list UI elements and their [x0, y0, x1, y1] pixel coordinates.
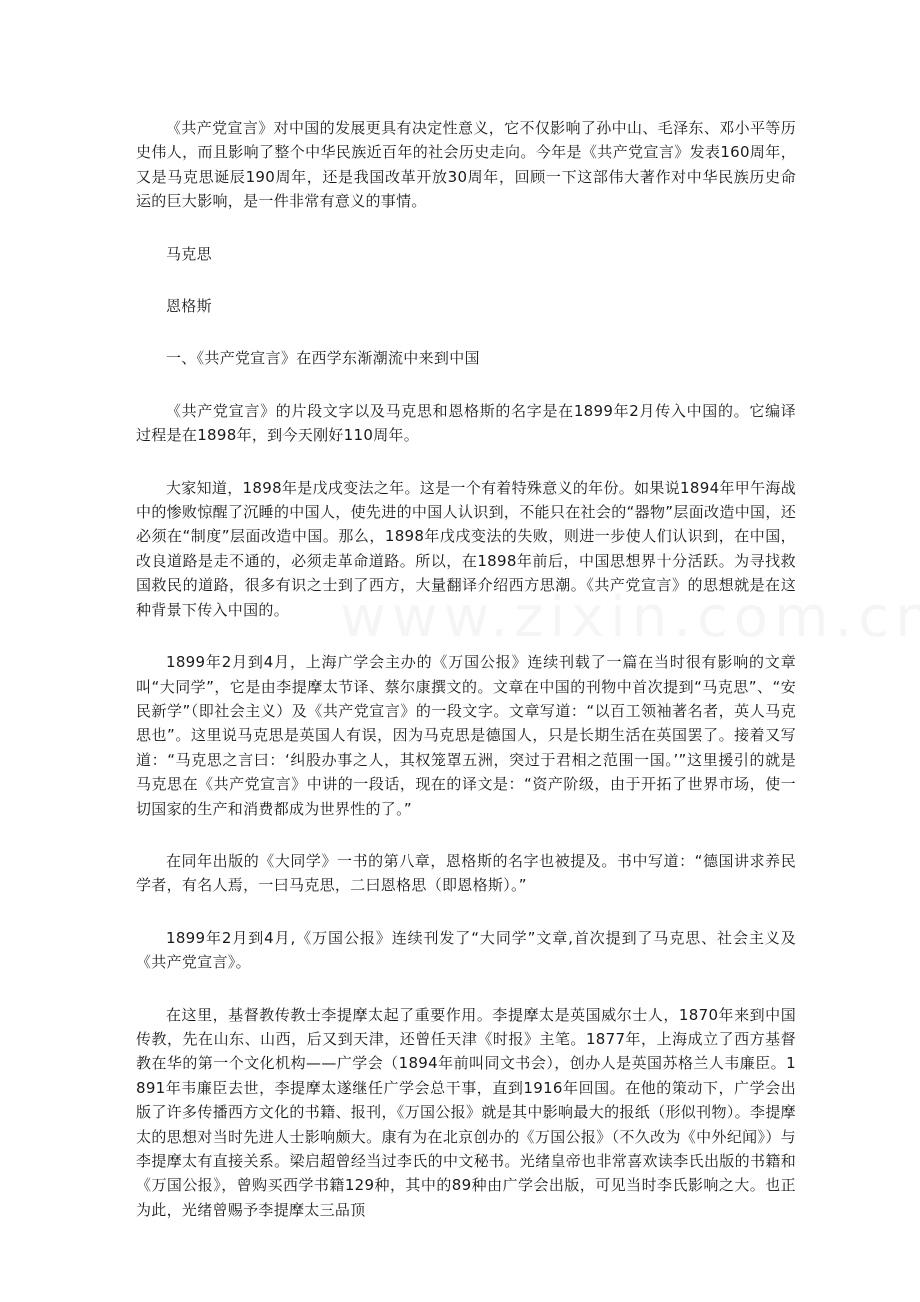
body-paragraph: 《共产党宣言》的片段文字以及马克思和恩格斯的名字是在1899年2月传入中国的。它编译过程是在1898年，到今天刚好110周年。	[136, 401, 796, 445]
section-heading: 一、《共产党宣言》在西学东渐潮流中来到中国	[166, 349, 480, 368]
body-paragraph: 1899年2月到4月，上海广学会主办的《万国公报》连续刊载了一篇在当时很有影响的文章叫“大同学”，它是由李提摩太节译、蔡尔康撰文的。文章在中国的刊物中首次提到“马克思”、“安民新学”（即社会主义）及《共产党宣言》的一段文字。文章写道：“以百工领袖著名者，英人马克思也”。这里说马克思是英国人有误，因为马克思是德国人，只是长期生活在英国罢了。接着又写道：“马克思之言曰：‘纠股办事之人，其权笼罩五洲，突过于君相之范围一国。’”这里援引的就是马克思在《共产党宣言》中讲的一段话，现在的译文是：“资产阶级，由于开拓了世界市场，使一切国家的生产和消费都成为世界性的了。”	[136, 653, 796, 818]
caption-marx: 马克思	[166, 244, 212, 263]
body-paragraph: 在这里，基督教传教士李提摩太起了重要作用。李提摩太是英国威尔士人，1870年来到中国传教，先在山东、山西，后又到天津，还曾任天津《时报》主笔。1877年，上海成立了西方基督教在华的第一个文化机构——广学会（1894年前叫同文书会），创办人是英国苏格兰人韦廉臣。1891年韦廉臣去世，李提摩太遂继任广学会总干事，直到1916年回国。在他的策动下，广学会出版了许多传播西方文化的书籍、报刊，《万国公报》就是其中影响最大的报纸（形似刊物）。李提摩太的思想对当时先进人士影响颇大。康有为在北京创办的《万国公报》（不久改为《中外纪闻》）与李提摩太有直接关系。梁启超曾经当过李氏的中文秘书。光绪皇帝也非常喜欢读李氏出版的书籍和《万国公报》，曾购买西学书籍129种，其中的89种由广学会出版，可见当时李氏影响之大。也正为此，光绪曾赐予李提摩太三品顶	[136, 1005, 796, 1219]
intro-paragraph: 《共产党宣言》对中国的发展更具有决定性意义，它不仅影响了孙中山、毛泽东、邓小平等历史伟人，而且影响了整个中华民族近百年的社会历史走向。今年是《共产党宣言》发表160周年，又是马克思诞辰190周年，还是我国改革开放30周年，回顾一下这部伟大著作对中华民族历史命运的巨大影响，是一件非常有意义的事情。	[136, 119, 796, 211]
document-body	[136, 116, 796, 1250]
caption-engels: 恩格斯	[166, 297, 212, 316]
body-paragraph: 在同年出版的《大同学》一书的第八章，恩格斯的名字也被提及。书中写道：“德国讲求养民学者，有名人焉，一曰马克思，二曰恩格思（即恩格斯）。”	[136, 851, 796, 895]
body-paragraph: 大家知道，1898年是戊戌变法之年。这是一个有着特殊意义的年份。如果说1894年甲午海战中的惨败惊醒了沉睡的中国人，使先进的中国人认识到，不能只在社会的“器物”层面改造中国，还必须在“制度”层面改造中国。那么，1898年戊戌变法的失败，则进一步使人们认识到，在中国，改良道路是走不通的，必须走革命道路。所以，在1898年前后，中国思想界十分活跃。为寻找救国救民的道路，很多有识之士到了西方，大量翻译介绍西方思潮。《共产党宣言》的思想就是在这种背景下传入中国的。	[136, 478, 796, 619]
body-paragraph: 1899年2月到4月,《万国公报》连续刊发了“大同学”文章,首次提到了马克思、社会主义及《共产党宣言》。	[136, 928, 796, 972]
